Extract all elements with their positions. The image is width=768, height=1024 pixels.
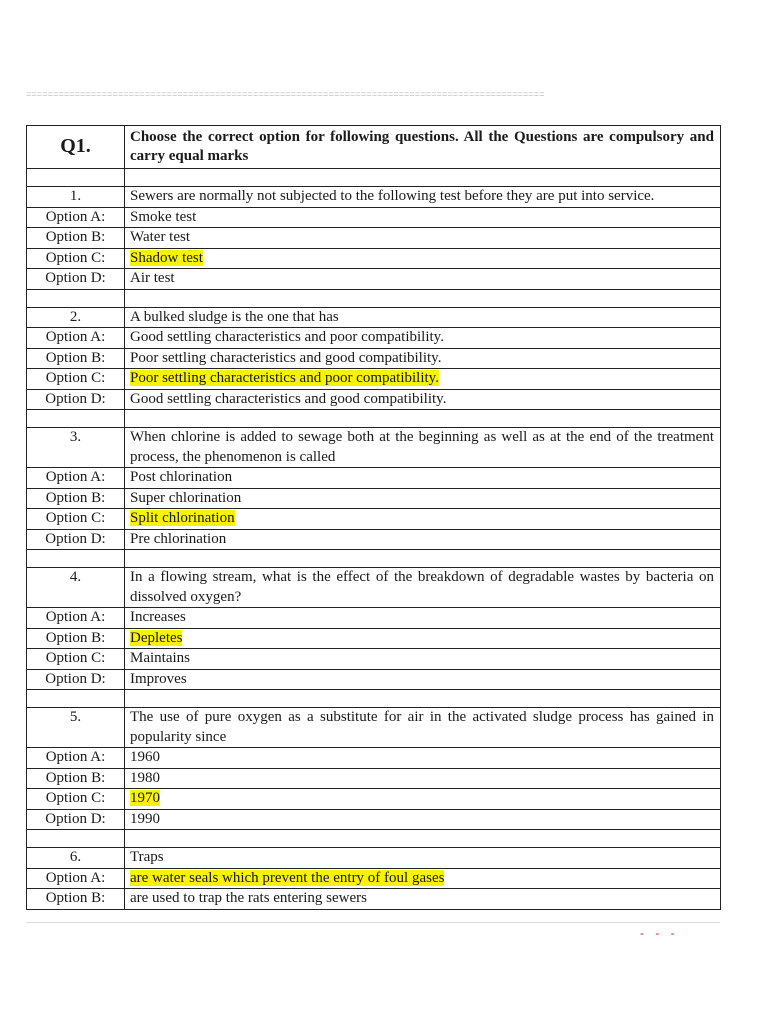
option-row [27, 228, 721, 249]
spacer-cell [125, 550, 721, 568]
spacer-row [27, 410, 721, 428]
option-label: Option B: [27, 628, 125, 649]
option-text-highlighted: Poor settling characteristics and poor compatibility. [130, 370, 439, 386]
option-cell [125, 389, 721, 410]
option-cell [125, 789, 721, 810]
option-cell [125, 748, 721, 769]
bottom-rule [26, 922, 720, 923]
option-row [27, 809, 721, 830]
option-text: Improves [130, 670, 187, 687]
question-row [27, 848, 721, 869]
option-text-highlighted: Split chlorination [130, 510, 235, 526]
option-row [27, 389, 721, 410]
option-text-highlighted: Shadow test [130, 249, 203, 266]
spacer-cell [27, 289, 125, 307]
option-cell [125, 328, 721, 349]
option-row [27, 509, 721, 530]
question-number: 4. [27, 568, 125, 608]
option-label: Option B: [27, 228, 125, 249]
option-cell [125, 809, 721, 830]
option-text: Air test [130, 270, 175, 286]
option-label: Option A: [27, 328, 125, 349]
option-label: Option D: [27, 389, 125, 410]
spacer-cell [27, 169, 125, 187]
option-text: 1960 [130, 749, 160, 765]
option-text-highlighted: 1970 [130, 790, 160, 806]
option-text: Pre chlorination [130, 530, 227, 547]
option-text: 1980 [130, 769, 160, 786]
option-label: Option B: [27, 348, 125, 369]
question-text: The use of pure oxygen as a substitute for air in the activated sludge process has gained in popularity since [125, 708, 721, 748]
option-label: Option D: [27, 669, 125, 690]
spacer-row [27, 169, 721, 187]
option-cell [125, 649, 721, 670]
option-cell [125, 628, 721, 649]
option-row [27, 248, 721, 269]
option-row [27, 748, 721, 769]
option-row [27, 889, 721, 910]
spacer-cell [125, 830, 721, 848]
option-cell [125, 669, 721, 690]
option-label: Option A: [27, 748, 125, 769]
question-number: 5. [27, 708, 125, 748]
spacer-cell [27, 690, 125, 708]
option-cell [125, 509, 721, 530]
option-text: Maintains [130, 650, 190, 666]
question-number: 3. [27, 428, 125, 468]
option-label: Option C: [27, 509, 125, 530]
question-instruction: Choose the correct option for following questions. All the Questions are compulsory and carry equal marks [125, 126, 721, 169]
option-row [27, 768, 721, 789]
question-number: 2. [27, 307, 125, 328]
spacer-row [27, 289, 721, 307]
option-row [27, 269, 721, 290]
spacer-row [27, 830, 721, 848]
question-text: Traps [125, 848, 721, 869]
option-label: Option C: [27, 248, 125, 269]
question-text: In a flowing stream, what is the effect of the breakdown of degradable wastes by bacteria on dissolved oxygen? [125, 568, 721, 608]
option-text: Poor settling characteristics and good compatibility. [130, 349, 442, 366]
question-number: 1. [27, 187, 125, 208]
option-label: Option B: [27, 768, 125, 789]
spacer-cell [125, 690, 721, 708]
question-row [27, 307, 721, 328]
question-text: A bulked sludge is the one that has [125, 307, 721, 328]
option-label: Option C: [27, 649, 125, 670]
question-row [27, 568, 721, 608]
option-text: Water test [130, 229, 191, 245]
footer-mark: - - - [640, 926, 679, 940]
question-row [27, 428, 721, 468]
option-text: Post chlorination [130, 469, 233, 485]
question-text: When chlorine is added to sewage both at the beginning as well as at the end of the treatment process, the phenomenon is called [125, 428, 721, 468]
option-label: Option A: [27, 207, 125, 228]
option-row [27, 789, 721, 810]
spacer-cell [27, 410, 125, 428]
option-label: Option C: [27, 369, 125, 390]
option-label: Option A: [27, 868, 125, 889]
option-row [27, 868, 721, 889]
option-label: Option D: [27, 809, 125, 830]
option-text: Super chlorination [130, 489, 242, 506]
option-row [27, 669, 721, 690]
question-header-row [27, 126, 721, 169]
option-cell [125, 889, 721, 910]
option-cell [125, 348, 721, 369]
option-cell [125, 248, 721, 269]
option-text: are used to trap the rats entering sewers [130, 890, 367, 906]
option-cell [125, 468, 721, 489]
option-row [27, 488, 721, 509]
option-cell [125, 228, 721, 249]
question-number: 6. [27, 848, 125, 869]
option-cell [125, 529, 721, 550]
option-row [27, 649, 721, 670]
option-row [27, 529, 721, 550]
question-row [27, 187, 721, 208]
spacer-row [27, 690, 721, 708]
option-text: Good settling characteristics and poor compatibility. [130, 329, 444, 345]
question-label: Q1. [27, 126, 125, 169]
spacer-cell [125, 410, 721, 428]
spacer-cell [27, 550, 125, 568]
question-text: Sewers are normally not subjected to the following test before they are put into service. [125, 187, 721, 208]
option-text: 1990 [130, 810, 160, 827]
option-cell [125, 868, 721, 889]
option-cell [125, 608, 721, 629]
option-label: Option D: [27, 529, 125, 550]
option-label: Option A: [27, 608, 125, 629]
option-text: Good settling characteristics and good compatibility. [130, 390, 447, 407]
spacer-cell [125, 289, 721, 307]
option-row [27, 328, 721, 349]
option-text-highlighted: Depletes [130, 629, 183, 646]
option-cell [125, 207, 721, 228]
spacer-cell [27, 830, 125, 848]
spacer-row [27, 550, 721, 568]
page-divider: ================================================================================================ [26, 90, 545, 100]
option-label: Option B: [27, 889, 125, 910]
option-text: Increases [130, 609, 186, 625]
option-label: Option A: [27, 468, 125, 489]
option-cell [125, 488, 721, 509]
option-label: Option B: [27, 488, 125, 509]
option-text-highlighted: are water seals which prevent the entry of foul gases [130, 869, 445, 886]
option-cell [125, 269, 721, 290]
question-row [27, 708, 721, 748]
option-row [27, 348, 721, 369]
option-row [27, 207, 721, 228]
spacer-cell [125, 169, 721, 187]
option-text: Smoke test [130, 208, 197, 225]
option-cell [125, 768, 721, 789]
option-label: Option C: [27, 789, 125, 810]
option-row [27, 608, 721, 629]
option-row [27, 468, 721, 489]
option-row [27, 369, 721, 390]
option-cell [125, 369, 721, 390]
option-row [27, 628, 721, 649]
question-table [26, 125, 721, 910]
option-label: Option D: [27, 269, 125, 290]
